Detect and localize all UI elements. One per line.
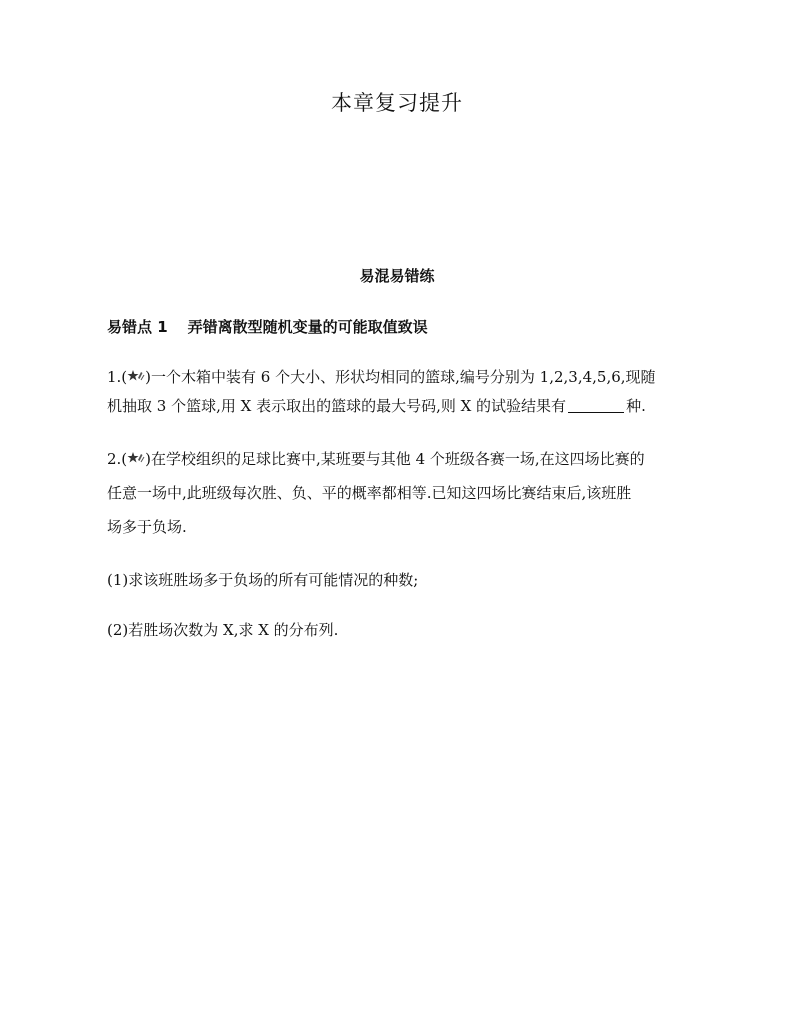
problem-1-number: 1.( [107, 368, 128, 386]
problem-2-sub-2-text: (2)若胜场次数为 X,求 X 的分布列. [107, 621, 339, 639]
error-point-title: 弄错离散型随机变量的可能取值致误 [187, 318, 428, 336]
page-title: 本章复习提升 [331, 91, 463, 115]
answer-blank[interactable] [568, 398, 624, 413]
problem-2-close-paren: ) [145, 450, 152, 468]
error-point-heading [107, 315, 428, 339]
problem-2-line-2 [107, 481, 631, 505]
problem-1-text-1: 一个木箱中装有 6 个大小、形状均相同的篮球,编号分别为 1,2,3,4,5,6,现随 [151, 368, 656, 386]
problem-2-line-3 [107, 515, 187, 539]
problem-2-sub-1-text: (1)求该班胜场多于负场的所有可能情况的种数; [107, 571, 419, 589]
star-icon [127, 369, 145, 383]
problem-2-text-3: 场多于负场. [107, 518, 187, 536]
error-point-number: 易错点 1 [107, 318, 168, 336]
problem-1-close-paren: ) [145, 368, 152, 386]
section-title: 易混易错练 [359, 267, 435, 285]
problem-1-text-3: 种. [626, 397, 646, 415]
problem-2-text-2: 任意一场中,此班级每次胜、负、平的概率都相等.已知这四场比赛结束后,该班胜 [107, 484, 632, 502]
problem-1-line-1 [107, 365, 656, 389]
problem-1-line-2 [107, 394, 646, 418]
problem-2-number: 2.( [107, 450, 128, 468]
star-icon [127, 451, 145, 465]
problem-2-text-1: 在学校组织的足球比赛中,某班要与其他 4 个班级各赛一场,在这四场比赛的 [151, 450, 645, 468]
problem-2-sub-1 [107, 568, 418, 592]
problem-2-line-1 [107, 447, 645, 471]
problem-2-sub-2 [107, 618, 338, 642]
problem-1-text-2: 机抽取 3 个篮球,用 X 表示取出的篮球的最大号码,则 X 的试验结果有 [107, 397, 567, 415]
